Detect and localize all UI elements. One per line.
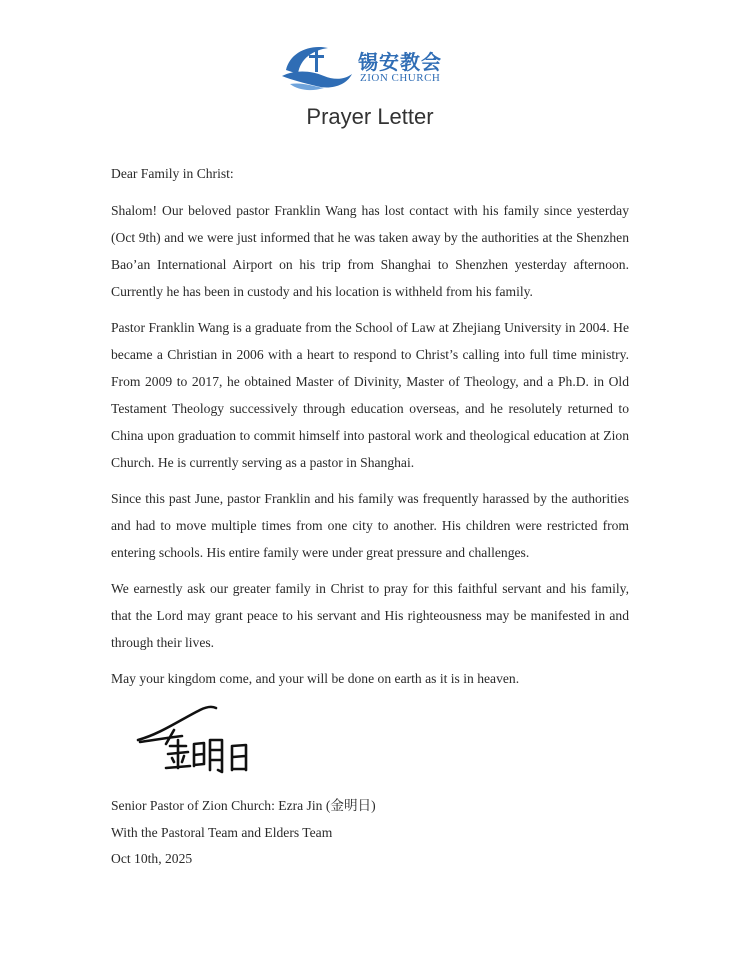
paragraph-1: Shalom! Our beloved pastor Franklin Wang has lost contact with his family since yesterday (Oct 9th) and we were just informed that he was taken away by the authorities at the Shenzhen Bao’an International Airport on his trip from Shanghai to Shenzhen yesterday afternoon. Currently he has been in custody and his location is withheld from his family. (111, 203, 629, 299)
church-name-english: ZION CHURCH (360, 72, 441, 84)
paragraph-2: Pastor Franklin Wang is a graduate from the School of Law at Zhejiang University in 2004. He became a Christian in 2006 with a heart to respond to Christ’s calling into full time ministry. From 2009 to 2017, he obtained Master of Divinity, Master of Theology, and a Ph.D. in Old Testament Theology successively through education overseas, and he resolutely returned to China upon graduation to commit himself into pastoral work and theological education at Zion Church. He is currently serving as a pastor in Shanghai. (111, 320, 629, 470)
handwritten-signature (130, 700, 270, 782)
church-logo (280, 40, 480, 92)
author-line: Senior Pastor of Zion Church: Ezra Jin (金明日) (111, 798, 376, 813)
church-name-chinese: 锡安教会 (358, 50, 442, 74)
letter-body (111, 160, 629, 701)
paragraph-5: May your kingdom come, and your will be done on earth as it is in heaven. (111, 671, 520, 686)
salutation: Dear Family in Christ: (111, 166, 234, 181)
paragraph-3: Since this past June, pastor Franklin and his family was frequently harassed by the authorities and had to move multiple times from one city to another. His children were restricted from entering schools. His entire family were under great pressure and challenges. (111, 491, 629, 560)
cross-wave-icon (280, 40, 354, 92)
sign-off-block (111, 793, 631, 873)
team-line: With the Pastoral Team and Elders Team (111, 824, 333, 840)
letter-date: Oct 10th, 2025 (111, 851, 193, 866)
letter-title: Prayer Letter (306, 104, 434, 129)
paragraph-4: We earnestly ask our greater family in Christ to pray for this faithful servant and his family, that the Lord may grant peace to his servant and His righteousness may be manifested in and through their lives. (111, 581, 629, 650)
